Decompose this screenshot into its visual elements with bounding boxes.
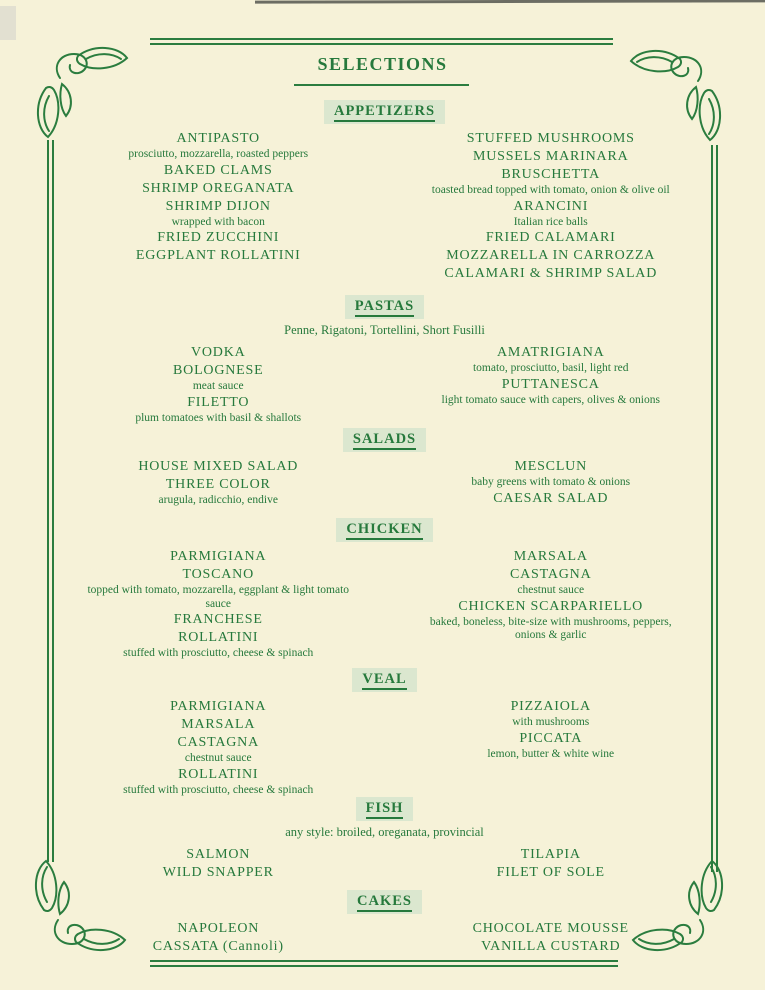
menu-item-name: SHRIMP OREGANATA: [142, 180, 295, 196]
section-chicken: [52, 518, 717, 661]
section-header-row: [52, 428, 717, 452]
menu-item-name: CAESAR SALAD: [493, 490, 609, 506]
menu-item: [52, 344, 385, 362]
menu-item-name: SHRIMP DIJON: [165, 198, 271, 214]
scan-artifact-top-edge: [255, 0, 765, 4]
section-title: PASTAS: [355, 298, 414, 317]
menu-item-name: PARMIGIANA: [170, 699, 267, 714]
menu-item: [385, 920, 718, 938]
menu-item: [385, 566, 718, 598]
menu-item: [52, 198, 385, 230]
menu-item-name: FRIED CALAMARI: [485, 230, 616, 245]
section-fish: [52, 797, 717, 882]
border-bottom-rule: [150, 960, 618, 967]
menu-item: [385, 229, 718, 247]
menu-item: [385, 148, 718, 166]
section-header-appetizers: [324, 100, 445, 124]
left-column: [52, 548, 385, 661]
right-column: [385, 920, 718, 956]
menu-item: [385, 698, 718, 730]
menu-item-description: toasted bread topped with tomato, onion & olive oil: [431, 184, 670, 196]
menu-item-description: plum tomatoes with basil & shallots: [135, 411, 302, 424]
menu-item: [52, 846, 385, 864]
menu-item-name: ARANCINI: [513, 198, 589, 214]
menu-item-description: arugula, radicchio, endive: [158, 494, 278, 506]
section-header-row: [52, 890, 717, 914]
menu-item-description: with mushrooms: [512, 716, 590, 728]
section-title: CHICKEN: [346, 521, 422, 540]
menu-item-description: chestnut sauce: [517, 584, 585, 596]
section-header-veal: [352, 668, 416, 692]
menu-item: [385, 344, 718, 376]
menu-item: [52, 229, 385, 247]
menu-item-name: TILAPIA: [520, 847, 581, 862]
menu-item-name: MOZZARELLA IN CARROZZA: [446, 248, 656, 263]
menu-item-name: FRIED ZUCCHINI: [157, 230, 280, 245]
left-column: [52, 846, 385, 882]
menu-item-name: MARSALA: [513, 549, 588, 564]
menu-item-name: HOUSE MIXED SALAD: [138, 459, 299, 474]
menu-item-name: CASTAGNA: [509, 567, 592, 582]
section-title: APPETIZERS: [334, 103, 435, 122]
section-subtitle: Penne, Rigatoni, Tortellini, Short Fusilli: [284, 323, 485, 337]
section-title: FISH: [366, 800, 404, 819]
right-column: [385, 130, 718, 283]
menu-item-name: AMATRIGIANA: [496, 345, 605, 360]
right-column: [385, 458, 718, 508]
menu-item-name: FRANCHESE: [173, 612, 263, 627]
section-title: SALADS: [353, 431, 416, 450]
section-header-fish: [356, 797, 414, 821]
right-column: [385, 344, 718, 425]
section-veal: [52, 668, 717, 797]
menu-item-description: meat sauce: [192, 380, 244, 392]
section-header-row: [52, 100, 717, 124]
menu-item-name: CASTAGNA: [177, 735, 259, 750]
menu-item-name: ANTIPASTO: [176, 131, 260, 146]
left-column: [52, 458, 385, 508]
menu-item-name: FILET OF SOLE: [496, 865, 605, 880]
menu-item: [52, 864, 385, 882]
menu-item-name: CALAMARI & SHRIMP SALAD: [444, 266, 658, 281]
menu-item-name: STUFFED MUSHROOMS: [466, 131, 635, 146]
menu-item: [52, 716, 385, 734]
border-top-rule: [150, 38, 613, 45]
menu-item-name: THREE COLOR: [165, 477, 271, 492]
menu-item: [385, 198, 718, 230]
section-title: CAKES: [357, 893, 412, 912]
menu-item: [385, 130, 718, 148]
section-salads: [52, 428, 717, 508]
menu-item: [52, 362, 385, 394]
menu-item: [52, 394, 385, 426]
section-appetizers: [52, 100, 717, 283]
section-title: VEAL: [362, 671, 406, 690]
menu-item-description: baked, boneless, bite-size with mushrooms, peppers, onions & garlic: [429, 615, 672, 641]
menu-item: [52, 938, 385, 956]
menu-item-description: chestnut sauce: [184, 752, 252, 764]
menu-item: [52, 698, 385, 716]
menu-item: [52, 566, 385, 611]
menu-item-name: MUSSELS MARINARA: [472, 149, 629, 164]
menu-item-description: prosciutto, mozzarella, roasted peppers: [128, 148, 309, 160]
menu-item-name: MESCLUN: [514, 459, 587, 474]
menu-item-description: topped with tomato, mozzarella, eggplant & light tomato sauce: [87, 584, 350, 610]
menu-item: [385, 846, 718, 864]
menu-item-description: tomato, prosciutto, basil, light red: [472, 362, 629, 374]
section-columns: [52, 920, 717, 956]
right-column: [385, 548, 718, 661]
menu-item: [52, 766, 385, 798]
menu-item-name: WILD SNAPPER: [162, 865, 274, 880]
menu-item-name: TOSCANO: [182, 567, 254, 582]
menu-item: [52, 920, 385, 938]
menu-item: [52, 180, 385, 198]
section-columns: [52, 130, 717, 283]
menu-item-description: wrapped with bacon: [171, 215, 265, 228]
section-columns: [52, 846, 717, 882]
section-header-salads: [343, 428, 426, 452]
menu-item: [385, 247, 718, 265]
menu-item-name: PARMIGIANA: [170, 549, 267, 564]
menu-item-description: stuffed with prosciutto, cheese & spinach: [123, 647, 314, 659]
section-subtitle: any style: broiled, oreganata, provincial: [285, 825, 484, 839]
menu-item: [385, 490, 718, 508]
section-columns: [52, 698, 717, 797]
section-columns: [52, 548, 717, 661]
menu-item: [52, 247, 385, 265]
menu-item: [52, 734, 385, 766]
left-column: [52, 344, 385, 425]
menu-item-name: BAKED CLAMS: [163, 162, 273, 178]
menu-item-description: stuffed with prosciutto, cheese & spinach: [123, 783, 314, 796]
menu-item: [52, 458, 385, 476]
section-columns: [52, 344, 717, 425]
right-column: [385, 698, 718, 797]
menu-item-name: CHOCOLATE MOUSSE: [472, 921, 629, 936]
menu-item: [385, 938, 718, 956]
menu-item-name: PUTTANESCA: [501, 376, 600, 392]
section-cakes: [52, 890, 717, 956]
menu-item: [385, 265, 718, 283]
menu-item-name: MARSALA: [181, 717, 256, 732]
left-column: [52, 920, 385, 956]
menu-item-name: FILETTO: [187, 394, 250, 410]
menu-item-name: VANILLA CUSTARD: [481, 939, 621, 954]
menu-item: [52, 162, 385, 180]
menu-item-description: baby greens with tomato & onions: [471, 476, 631, 488]
menu-item-name: BOLOGNESE: [173, 363, 264, 378]
menu-item-description: Italian rice balls: [513, 215, 588, 228]
menu-item-name: NAPOLEON: [177, 921, 260, 936]
section-pastas: [52, 295, 717, 425]
menu-item-description: lemon, butter & white wine: [487, 747, 615, 760]
section-header-row: [52, 295, 717, 319]
menu-item-name: EGGPLANT ROLLATINI: [135, 248, 301, 263]
section-header-pastas: [345, 295, 424, 319]
menu-item-description: light tomato sauce with capers, olives & onions: [441, 393, 660, 406]
section-header-cakes: [347, 890, 422, 914]
section-columns: [52, 458, 717, 508]
section-header-chicken: [336, 518, 432, 542]
menu-item: [52, 548, 385, 566]
menu-item: [52, 611, 385, 629]
menu-item: [385, 166, 718, 198]
menu-item-name: BRUSCHETTA: [501, 167, 601, 182]
right-column: [385, 846, 718, 882]
menu-item-name: CHICKEN SCARPARIELLO: [458, 598, 644, 614]
title-underline: [294, 84, 469, 86]
menu-item-name: PIZZAIOLA: [510, 699, 591, 714]
left-column: [52, 130, 385, 283]
section-header-row: [52, 668, 717, 692]
left-column: [52, 698, 385, 797]
menu-item-name: CASSATA (Cannoli): [152, 939, 284, 954]
menu-item: [385, 730, 718, 762]
menu-item: [52, 130, 385, 162]
menu-item-name: SALMON: [186, 847, 251, 862]
menu-item: [52, 629, 385, 661]
section-header-row: [52, 518, 717, 542]
menu-item: [385, 458, 718, 490]
page-title: SELECTIONS: [317, 54, 448, 74]
menu-item-name: ROLLATINI: [178, 766, 259, 782]
scan-artifact-smudge: [0, 6, 16, 40]
section-header-row: [52, 797, 717, 821]
menu-item-name: VODKA: [190, 345, 246, 360]
menu-item-name: ROLLATINI: [178, 630, 259, 645]
menu-item: [385, 376, 718, 408]
menu-item: [385, 598, 718, 643]
menu-item: [385, 548, 718, 566]
menu-item: [52, 476, 385, 508]
menu-item-name: PICCATA: [519, 730, 583, 746]
menu-item: [385, 864, 718, 882]
